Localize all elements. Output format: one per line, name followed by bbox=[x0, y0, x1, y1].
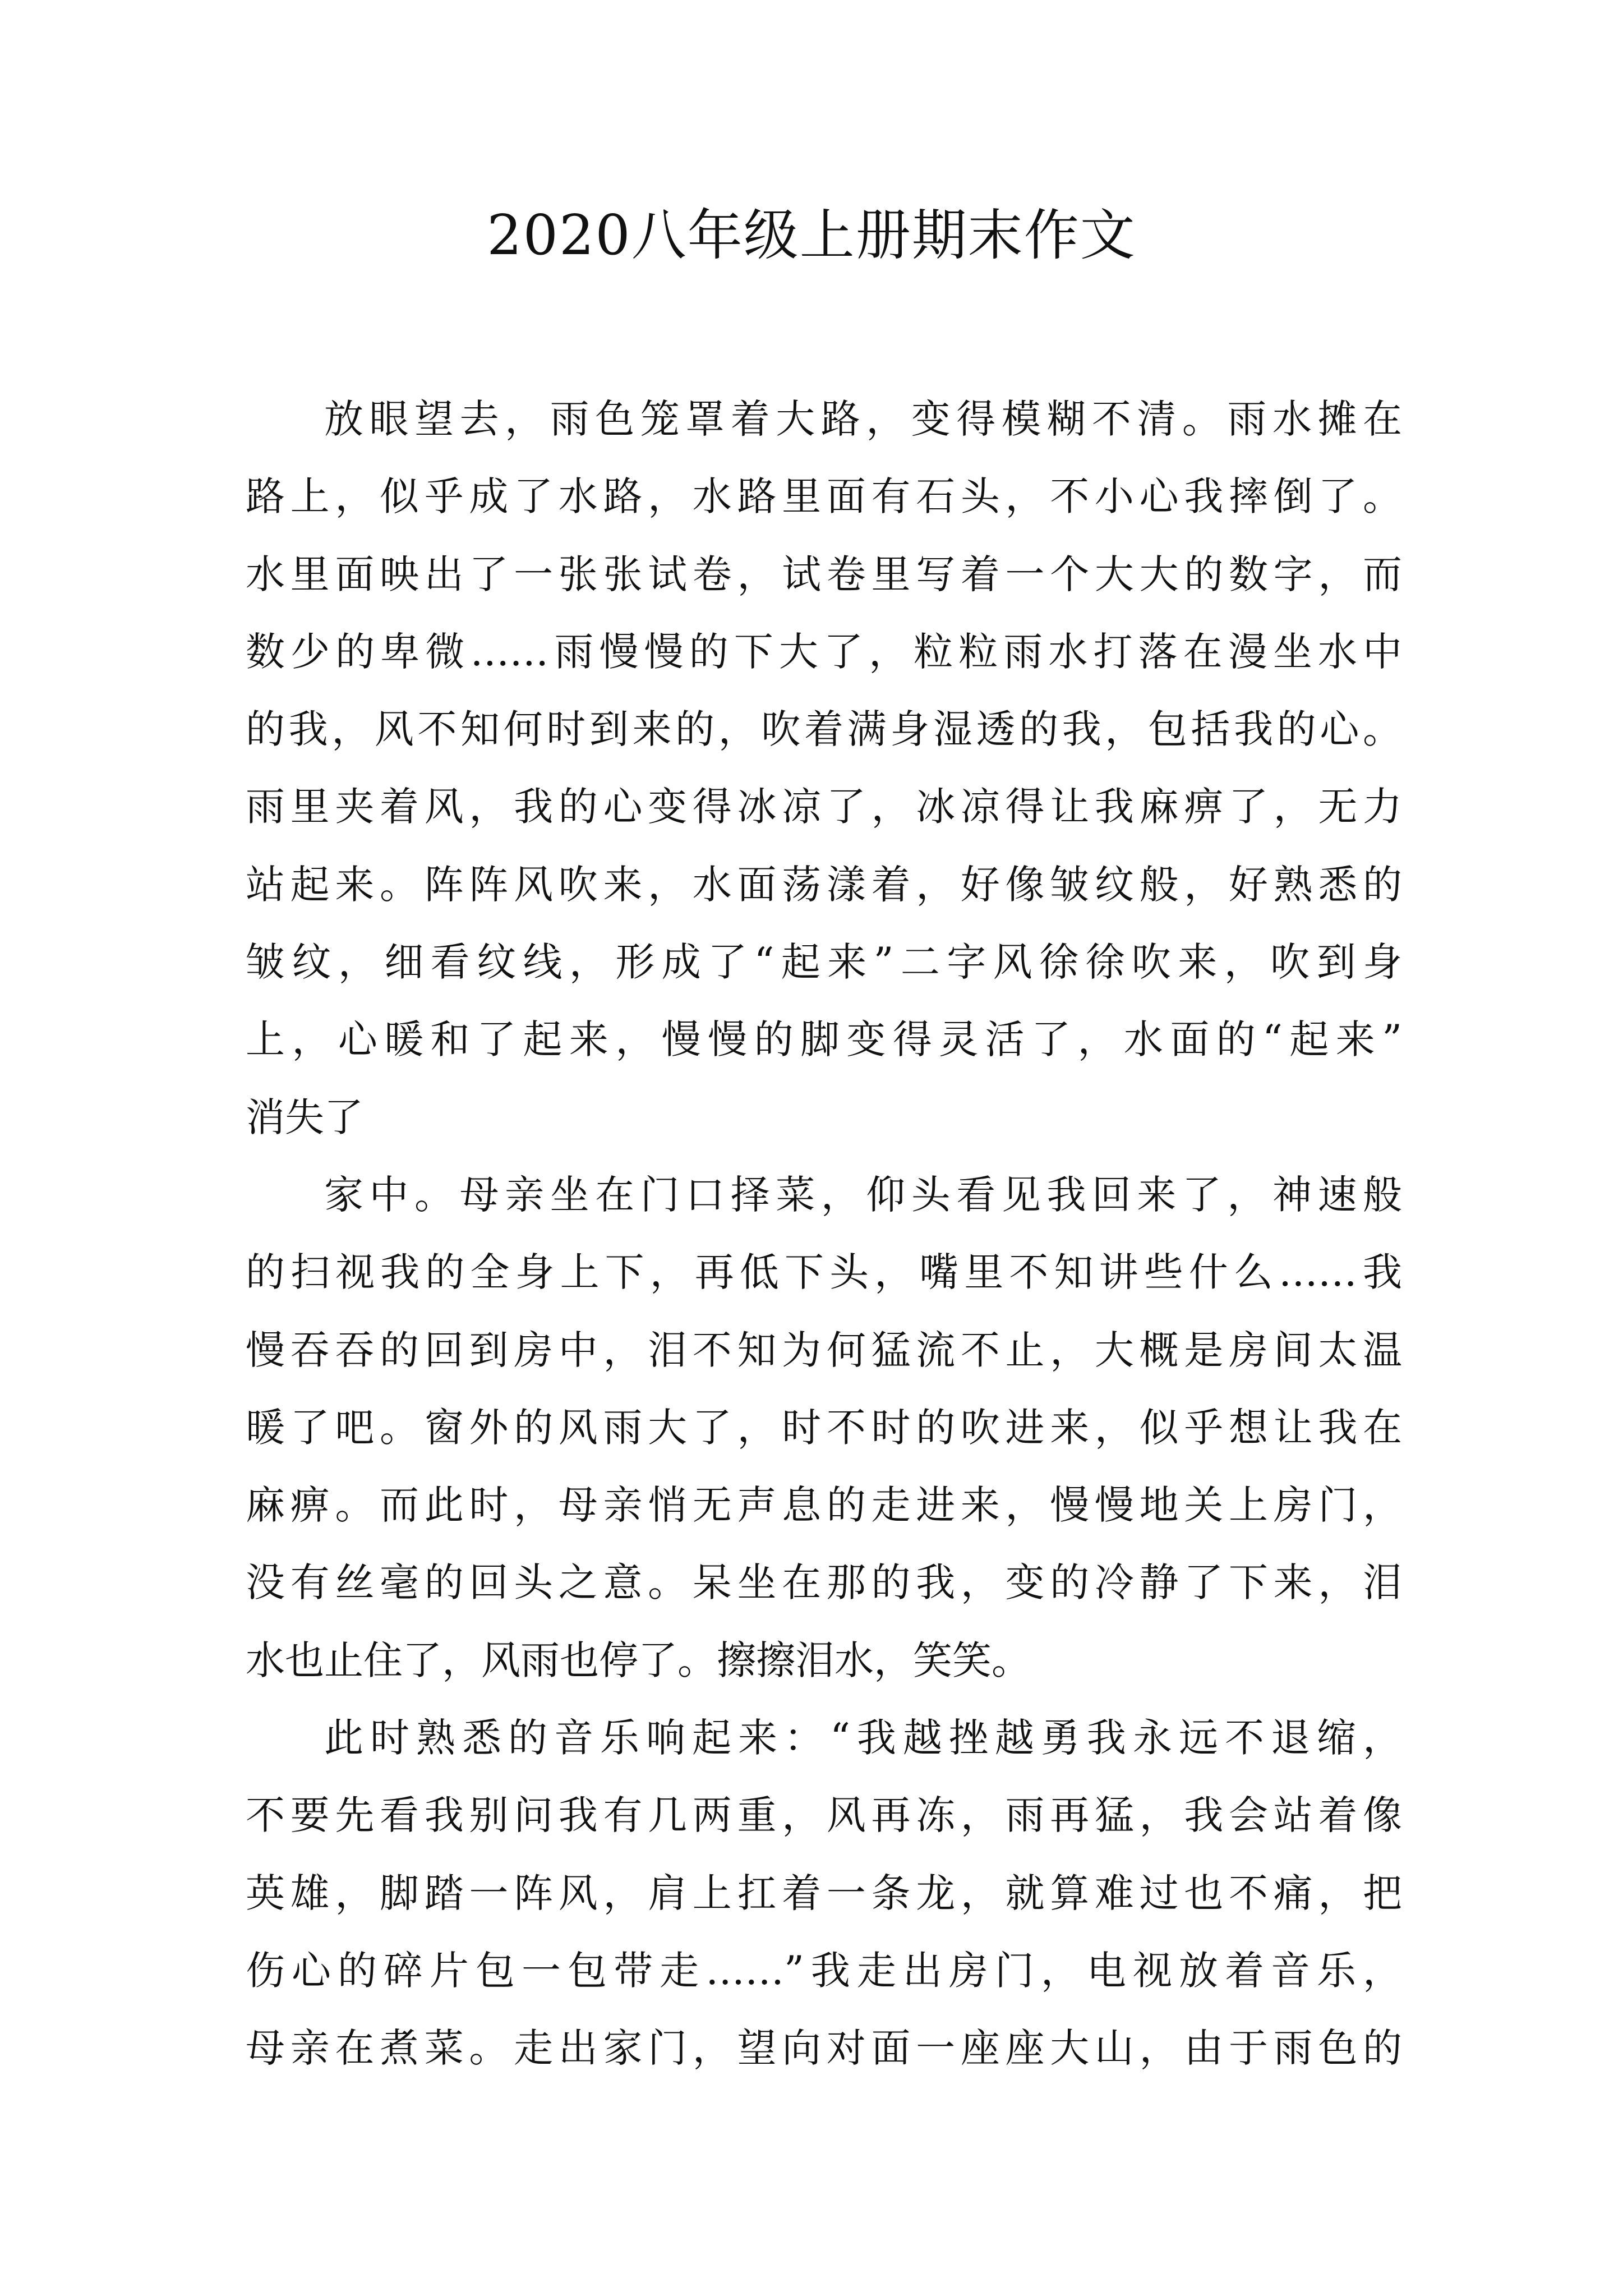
text-line: 麻痹。而此时，母亲悄无声息的走进来，慢慢地关上房门， bbox=[246, 1482, 1402, 1529]
text-line: 伤心的碎片包一包带走……”我走出房门，电视放着音乐， bbox=[246, 1947, 1402, 1994]
text-line: 站起来。阵阵风吹来，水面荡漾着，好像皱纹般，好熟悉的 bbox=[246, 861, 1402, 908]
document-title: 2020八年级上册期末作文 bbox=[487, 204, 1136, 268]
text-line: 放眼望去，雨色笼罩着大路，变得模糊不清。雨水摊在 bbox=[324, 396, 1402, 442]
text-line: 暖了吧。窗外的风雨大了，时不时的吹进来，似乎想让我在 bbox=[246, 1404, 1402, 1451]
text-line: 消失了 bbox=[246, 1094, 363, 1140]
text-line: 雨里夹着风，我的心变得冰凉了，冰凉得让我麻痹了，无力 bbox=[246, 784, 1402, 830]
paragraph-3 bbox=[246, 1699, 1402, 2087]
text-line: 没有丝毫的回头之意。呆坐在那的我，变的冷静了下来，泪 bbox=[246, 1559, 1402, 1606]
paragraph-1 bbox=[246, 380, 1402, 1156]
text-line: 家中。母亲坐在门口择菜，仰头看见我回来了，神速般 bbox=[324, 1171, 1402, 1218]
text-line: 水也止住了，风雨也停了。擦擦泪水，笑笑。 bbox=[246, 1637, 1031, 1683]
document-body bbox=[246, 380, 1402, 2087]
text-line: 此时熟悉的音乐响起来：“我越挫越勇我永远不退缩， bbox=[324, 1715, 1402, 1761]
text-line: 不要先看我别问我有几两重，风再冻，雨再猛，我会站着像 bbox=[246, 1792, 1402, 1839]
text-line: 路上，似乎成了水路，水路里面有石头，不小心我摔倒了。 bbox=[246, 473, 1402, 520]
text-line: 母亲在煮菜。走出家门，望向对面一座座大山，由于雨色的 bbox=[246, 2025, 1402, 2072]
text-line: 的我，风不知何时到来的，吹着满身湿透的我，包括我的心。 bbox=[246, 706, 1402, 753]
text-line: 慢吞吞的回到房中，泪不知为何猛流不止，大概是房间太温 bbox=[246, 1327, 1402, 1373]
paragraph-2 bbox=[246, 1156, 1402, 1699]
text-line: 的扫视我的全身上下，再低下头，嘴里不知讲些什么……我 bbox=[246, 1249, 1402, 1296]
text-line: 上，心暖和了起来，慢慢的脚变得灵活了，水面的“起来” bbox=[246, 1016, 1402, 1063]
text-line: 水里面映出了一张张试卷，试卷里写着一个大大的数字，而 bbox=[246, 551, 1402, 597]
text-line: 数少的卑微……雨慢慢的下大了，粒粒雨水打落在漫坐水中 bbox=[246, 628, 1402, 675]
text-line: 英雄，脚踏一阵风，肩上扛着一条龙，就算难过也不痛，把 bbox=[246, 1870, 1402, 1916]
text-line: 皱纹，细看纹线，形成了“起来”二字风徐徐吹来，吹到身 bbox=[246, 939, 1402, 986]
